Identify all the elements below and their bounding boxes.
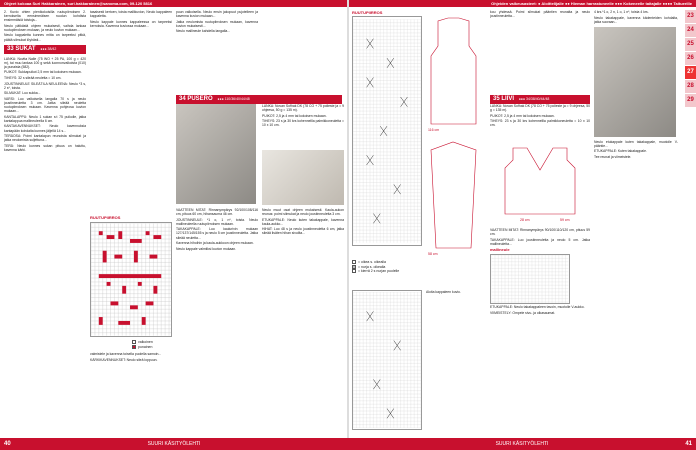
- section-header-socks: [4, 45, 86, 54]
- left-footer: SUURI KÄSITYÖLEHTI: [0, 438, 348, 450]
- body-text: ETUKAPPALE: Neulo kuten takakappale, kavenna kaula-aukko...: [262, 217, 344, 226]
- body-text: VARSI: Luo valkoisella langalla 70 s ja neulo joustinneuletta 3 cm. Jatka sileää neuletta ruutupiirroksen mukaan. Kavenna pohjeosa kuvion mukaan...: [4, 96, 86, 114]
- body-text: 2. Kuvio ohten pienikokoisilla ruutupiirroksen 2. kerrokselta eensimmäisen ruudun kohdista ensimmäisiä toistoja...: [4, 10, 86, 23]
- section-sizes: ●●● 38/42: [40, 46, 57, 51]
- material-needles: PUIKOT: Sukkapuikot 2,5 mm tai kokoisen mukaan.: [4, 70, 82, 75]
- schematic-vest: [495, 146, 585, 216]
- section-title: 33 SUKAT: [7, 45, 36, 52]
- section-title: 34 PUSERO: [179, 96, 213, 102]
- body-text: Kavenna hihoihin ja kaula-aukkoon ohjeen mukaan.: [176, 241, 254, 246]
- body-text: Neulo mallineule kahdella langalla...: [176, 29, 231, 34]
- left-header-bar: Ohjeet kokoaa Suri Hakkarainen, suri.hakkarainen@sanoma.com, 09-120 5816: [0, 0, 348, 7]
- body-text: Jatka neulomista ruutupiirroksen mukaan, kavenna kuvion mukaisesti...: [176, 19, 258, 28]
- section-sizes: ●●● 34/38/40/44/48: [518, 97, 550, 101]
- body-text: TERÄOSA: Poimi kantalapun reunoista silmukat ja jatka neulomista suljettuna...: [4, 134, 86, 143]
- legend-label: = kierrä 2 s nurjan puolelle: [358, 269, 400, 273]
- legend-swatch-white: [132, 340, 136, 344]
- chart-legend: [132, 340, 172, 349]
- section-header-sweater: [176, 95, 342, 104]
- body-text: HIHAT: Luo 48 s ja neulo joustinneuletta 6 cm, jatka sileää lisäten hihan sivuilta...: [262, 227, 344, 236]
- body-text: Neulo takakappale, kavenna kädenteiden kohdalta, jatka suoraan...: [594, 15, 678, 24]
- cable-chart-2: [352, 290, 422, 430]
- gauge: TIHEYS: 23 s ja 30 krs kohennellla palmikkoneuletta = 10 x 10 cm.: [490, 119, 590, 128]
- schematic-back-piece: [426, 16, 481, 126]
- body-text: KANTALAPPU: Neulo 1 sukan s:t 75 puikolle, jatka kantalappua mallineuleella 6 cm.: [4, 114, 86, 123]
- legend-swatch-purl: [352, 265, 356, 269]
- body-text: valmistele ja kavenna toisella puolella samoin...: [90, 352, 162, 356]
- section-title: 35 LIIVI: [493, 96, 515, 102]
- stitch-pattern-title: mallineule: [490, 246, 510, 252]
- chart-title-socks: RUUTUPIIRROS: [90, 215, 121, 220]
- body-text: kou yhdessä. Poimi silmukat pääntien reunalta ja neulo joustinneuletta...: [490, 10, 590, 19]
- body-text: TAKAKAPPALE: Luo kaulurivin mukaan 127/137/145/155 s ja neulo 5 cm joustinneuletta. Jatka sileää neuletta...: [176, 227, 258, 240]
- legend-swatch-knit: [352, 260, 356, 264]
- tab-23[interactable]: 23: [685, 10, 696, 23]
- body-text: Neulo muut osat ohjeen mukaisesti. Kaula-aukon reunus: poimi silmukat ja neulo joustinneuletta 3 cm.: [262, 208, 344, 217]
- legend-swatch-red: [132, 345, 136, 349]
- left-column-4: [262, 208, 344, 428]
- body-text: KÄRKIKAVENNUKSET: Neulo sileä loppuun.: [90, 357, 158, 362]
- stitches: SILMUKAT: Luo sukka...: [4, 91, 41, 96]
- right-column-6-materials: [490, 104, 590, 144]
- dim-vest-width: 28 cm: [520, 218, 530, 222]
- body-text: Tee reunat ja viimeistele.: [594, 155, 632, 160]
- right-column-6-top: [490, 10, 590, 90]
- section-sizes: ●●● 110/36/40/44/48: [217, 97, 250, 101]
- section-header-vest: [490, 95, 590, 104]
- body-text: KANTAKAVENNUKSET: Neulo kavennuksia kantapään kohdalta kunnes jäljellä 14 s...: [4, 124, 86, 133]
- legend-label: valkoinen: [138, 340, 153, 344]
- tab-29[interactable]: 29: [685, 94, 696, 107]
- page-gutter: [347, 0, 349, 450]
- body-text: ETUKAPPALE: Neulo takakappaleen tavoin, muotoile V-aukko.: [490, 305, 585, 310]
- sweater-photo: [176, 104, 256, 204]
- dim-vest-length: 59 cm: [560, 218, 570, 222]
- stitch-detail-photo: [262, 150, 344, 205]
- tab-28[interactable]: 28: [685, 80, 696, 93]
- legend-label: = nurja s. oikealla: [358, 264, 386, 269]
- material-needles: PUIKOT: 2,5 ja 4 mm tai kokoisen mukaan.: [490, 113, 555, 118]
- body-text: JOUSTINNEULE: *1 o, 1 n*, toista. Neulo mallineuleella ruutupiirroksen mukaan.: [176, 217, 258, 226]
- material-yarn: LANKA: Novan Sofhak DK (78 CO + 75 polieste ja = 9 ohjeesa, 50 g = 135 m).: [490, 104, 590, 113]
- left-column-3: [176, 208, 258, 428]
- chart-title-sweater: RUUTUPIIRROS: [352, 10, 383, 15]
- body-text: puun valkoisella. Neulo ensin jakopuut pujotelleen ja kavenna kuvion mukaan...: [176, 10, 258, 19]
- body-text: TAKAKAPPALE: Luo joustinneuletta ja neulo 5 cm. Jatka mallineuletta...: [490, 237, 590, 246]
- colorwork-chart: [90, 222, 172, 337]
- right-column-6: [490, 228, 590, 428]
- vest-photo: [594, 27, 676, 137]
- right-column-7: [594, 10, 678, 435]
- tab-26[interactable]: 26: [685, 52, 696, 65]
- material-yarn: LANKA: Novan Sofhak DK (78 CO + 75 polieste ja = 9 ohjeesa, 50 g = 135 m).: [262, 104, 344, 113]
- body-text: Neulo kappale valmiiksi kuvion mukaan.: [176, 246, 237, 251]
- material-needles: PUIKOT: 2,5 ja 4 mm tai kokoisen mukaan.: [262, 113, 327, 118]
- body-text: 4 krs.*1 o, 2 n, 1 o, 1 n*, toista 4 krs.: [594, 10, 649, 14]
- left-column-1: [4, 10, 86, 435]
- body-text: Aloita kappaleen kuvio.: [426, 290, 461, 294]
- body-text: VIIMEISTELY: Ompele sivu- ja olkasaumat.: [490, 310, 556, 315]
- gauge: TIHEYS: 32 s sileää neuletta = 10 cm.: [4, 76, 62, 81]
- dim-width: 116 cm: [428, 128, 440, 132]
- right-footer: SUURI KÄSITYÖLEHTI: [348, 438, 696, 450]
- side-tabs: [685, 10, 696, 108]
- body-text: Neulo etukappale kuten takakappale, muotoile V-pääntie...: [594, 139, 678, 148]
- body-text: tasaisesti kertoen, toista mallikuvion, Neulo kappaleen kappaletta.: [90, 10, 172, 19]
- cable-chart: [352, 16, 422, 246]
- body-text: TERÄ: Neulo kunnes sukan pituus on haluttu, kavenna kärki.: [4, 143, 86, 152]
- page-number-right: 41: [685, 441, 692, 447]
- body-text: Neulo pätkästä ohjeen mukaisesti, vaihda lankaa ruutupiirroksen mukaan, ja neulo kuvion mukaan...: [4, 23, 86, 32]
- body-text: Neulo kappaletta kunnes mitta on tarpeeksi pitkä, päätä silmukat löyhästi...: [4, 33, 86, 42]
- rib-stitch: JOUSTINNEULE SILEÄTILA NEULEENA: Neulo *3 s, 2 s*, toista.: [4, 81, 86, 90]
- legend-swatch-cable: [352, 269, 356, 273]
- page-number-left: 40: [4, 441, 11, 447]
- legend-label: = oikea s. oikealla: [358, 260, 386, 264]
- right-header-bar: Ohjeiden vaikeusasteet: ● Aloittelijalle ●● Hieman harrastuneelle ●●● Kokeneelle taitajalle ●●●● Taituerille: [348, 0, 696, 7]
- tab-25[interactable]: 25: [685, 38, 696, 51]
- body-text: ETUKAPPALE: Kuten takakappale.: [594, 149, 647, 154]
- schematic-sleeve: [426, 140, 481, 250]
- left-column-2-bottom: [90, 352, 172, 432]
- left-column-3-top: [176, 10, 258, 90]
- dim-sleeve: 58 cm: [428, 252, 438, 256]
- stitch-pattern-chart: [490, 254, 570, 304]
- chart-legend-sweater: [352, 260, 482, 274]
- legend-label: punainen: [138, 344, 153, 349]
- gauge: TIHEYS: 23 s ja 30 krs kohennellla palmikkoneuletta = 10 x 10 cm.: [262, 119, 344, 128]
- body-text: VAATTEEN MITAT: Rinnanympärys 92/100/108/116 cm, pituus 60 cm, hihansauma 46 cm.: [176, 208, 258, 217]
- right-column-5-text: [426, 290, 484, 430]
- body-text: VAATTEEN MITAT: Rinnanympärys 90/100/110/120 cm, pituus 59 cm.: [490, 228, 590, 237]
- tab-24[interactable]: 24: [685, 24, 696, 37]
- body-text: Neulo kappale kunnes kappaleessa on tarpeeksi kerroksia. Kavenna kuviossa mukaan...: [90, 19, 172, 28]
- material-yarn: LANKA: Novita Nalle (75 WO + 25 PA, 100 g = 420 m), tai muu lankaa 100 g sekä luonnonvalkoista (010) ja punaista (582).: [4, 56, 86, 69]
- tab-27[interactable]: 27: [685, 66, 696, 79]
